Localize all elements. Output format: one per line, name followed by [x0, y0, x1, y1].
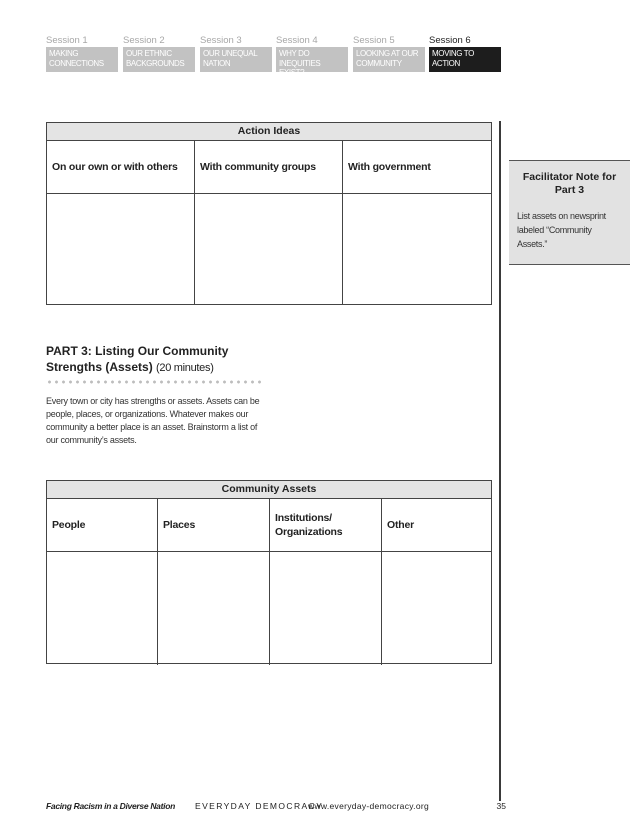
blank-cell[interactable]	[270, 552, 382, 665]
session-nav	[46, 35, 502, 77]
footer-publication: Facing Racism in a Diverse Nation	[46, 801, 175, 811]
session-label: Session 5	[353, 35, 395, 46]
column-header: Places	[158, 499, 270, 551]
dotted-divider	[46, 380, 262, 384]
vertical-divider	[499, 121, 501, 801]
column-header: With community groups	[195, 141, 343, 193]
table-title: Action Ideas	[47, 123, 491, 141]
footer-organization: EVERYDAY DEMOCRACY	[195, 801, 324, 811]
footer-url[interactable]: www.everyday-democracy.org	[308, 801, 430, 811]
table-header-row	[47, 141, 491, 194]
part3-title: PART 3: Listing Our Community Strengths (Assets)	[46, 344, 229, 374]
column-header: On our own or with others	[47, 141, 195, 193]
session-label: Session 4	[276, 35, 318, 46]
session-tab-6	[429, 35, 501, 73]
part3-heading	[46, 343, 276, 376]
column-header: Other	[387, 519, 415, 531]
session-title: OUR ETHNIC BACKGROUNDS	[123, 47, 195, 72]
session-tab-2	[123, 35, 195, 73]
table-body-row	[47, 194, 491, 305]
session-tab-4	[276, 35, 348, 77]
blank-cell[interactable]	[47, 194, 195, 305]
session-tab-5	[353, 35, 425, 73]
session-title: LOOKING AT OUR COMMUNITY	[353, 47, 425, 72]
table-title: Community Assets	[47, 481, 491, 499]
blank-cell[interactable]	[47, 552, 158, 665]
column-header: Institutions/ Organizations	[270, 499, 382, 551]
session-title: OUR UNEQUAL NATION	[200, 47, 272, 72]
session-tab-1	[46, 35, 118, 73]
blank-cell[interactable]	[382, 552, 491, 665]
table-header-row	[47, 499, 491, 552]
column-header: With government	[348, 161, 431, 173]
session-label: Session 1	[46, 35, 88, 46]
part3-body: Every town or city has strengths or assets. Assets can be people, places, or organizations. Whatever makes our community a better place is an asset. Brainstorm a list of our community’s assets.	[46, 396, 260, 445]
session-label: Session 6	[429, 35, 471, 46]
blank-cell[interactable]	[195, 194, 343, 305]
session-tab-3	[200, 35, 272, 73]
blank-cell[interactable]	[158, 552, 270, 665]
part3-duration: (20 minutes)	[156, 362, 214, 374]
facilitator-note-title: Facilitator Note for Part 3	[522, 171, 617, 196]
session-title: MOVING TO ACTION	[429, 47, 501, 72]
facilitator-note-body: List assets on newsprint labeled “Community Assets.”	[517, 211, 606, 249]
page-number: 35	[496, 801, 506, 811]
session-title: MAKING CONNECTIONS	[46, 47, 118, 72]
column-header: People	[47, 499, 158, 551]
blank-cell[interactable]	[343, 194, 491, 305]
session-label: Session 3	[200, 35, 242, 46]
facilitator-note	[509, 160, 630, 265]
session-label: Session 2	[123, 35, 165, 46]
community-assets-table	[46, 480, 492, 664]
page-footer	[46, 801, 506, 813]
action-ideas-table	[46, 122, 492, 305]
table-body-row	[47, 552, 491, 665]
session-title: WHY DO INEQUITIES EXIST?	[276, 47, 348, 72]
